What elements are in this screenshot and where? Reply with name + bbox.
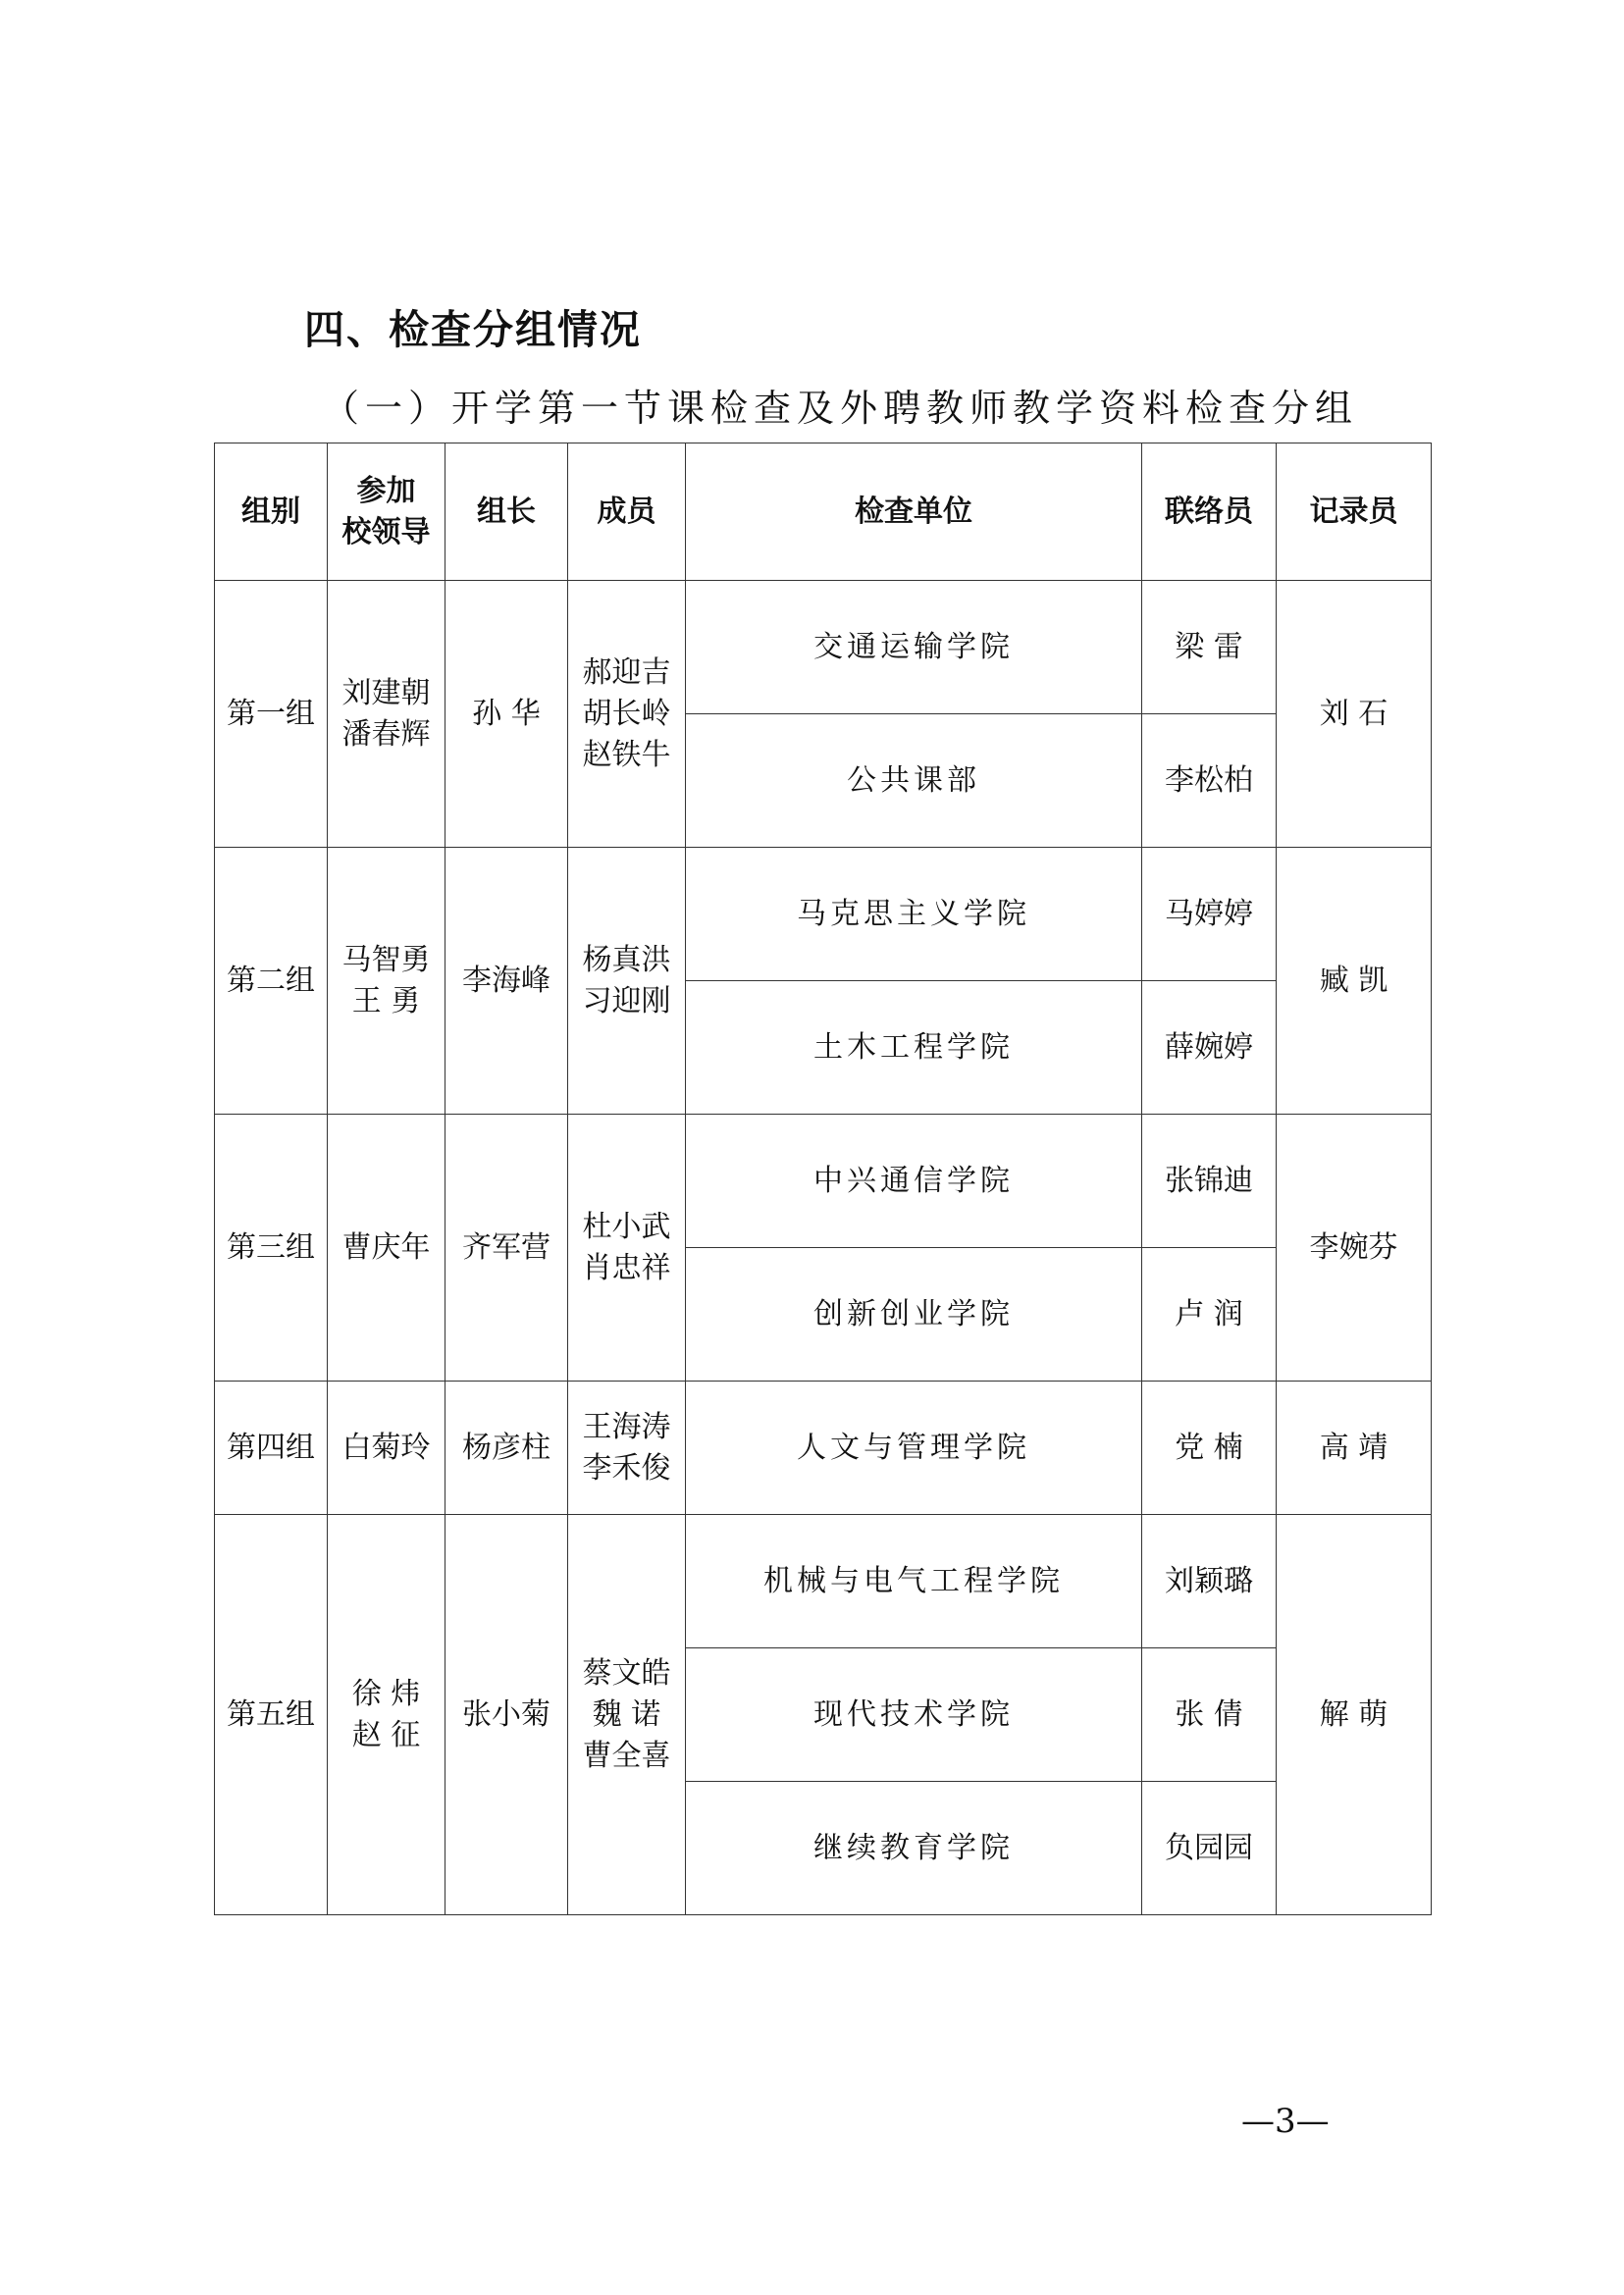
liaison-name: 张锦迪: [1142, 1115, 1277, 1248]
unit-name: 创新创业学院: [686, 1248, 1142, 1382]
subsection-title: （一）开学第一节课检查及外聘教师教学资料检查分组: [322, 387, 1359, 430]
leader-name: 曹庆年: [341, 1229, 431, 1265]
header-row: [215, 443, 1432, 581]
leader-name: 刘建朝: [341, 675, 431, 710]
header-head: 组长: [445, 443, 568, 581]
table-row: [215, 581, 1432, 714]
table-row: [215, 848, 1432, 981]
liaison-name: 梁 雷: [1142, 581, 1277, 714]
member-name: 杨真洪: [582, 942, 671, 977]
recorder-name: 刘 石: [1277, 581, 1432, 848]
member-name: 王海涛: [582, 1409, 671, 1444]
header-group: 组别: [215, 443, 328, 581]
header-leaders-line1: 参加: [356, 473, 416, 508]
group-leaders: [328, 1115, 445, 1382]
group-head: 张小菊: [445, 1515, 568, 1915]
unit-name: 交通运输学院: [686, 581, 1142, 714]
group-leaders: [328, 1382, 445, 1515]
group-head: 李海峰: [445, 848, 568, 1115]
leader-name: 赵 征: [351, 1717, 421, 1752]
group-leaders: [328, 581, 445, 848]
header-leaders-line2: 校领导: [341, 514, 431, 549]
group-name: 第一组: [215, 581, 328, 848]
liaison-name: 张 倩: [1142, 1648, 1277, 1782]
member-name: 魏 诺: [592, 1696, 661, 1732]
header-leaders: [328, 443, 445, 581]
member-name: 杜小武: [582, 1209, 671, 1244]
unit-name: 公共课部: [686, 714, 1142, 848]
group-head: 孙 华: [445, 581, 568, 848]
group-members: [568, 1115, 686, 1382]
group-members: [568, 1515, 686, 1915]
unit-name: 人文与管理学院: [686, 1382, 1142, 1515]
member-name: 曹全喜: [582, 1738, 671, 1773]
member-name: 蔡文皓: [582, 1655, 671, 1691]
group-leaders: [328, 1515, 445, 1915]
member-name: 胡长岭: [582, 696, 671, 731]
liaison-name: 李松柏: [1142, 714, 1277, 848]
group-members: [568, 848, 686, 1115]
unit-name: 机械与电气工程学院: [686, 1515, 1142, 1648]
table-row: [215, 1115, 1432, 1248]
unit-name: 马克思主义学院: [686, 848, 1142, 981]
header-units: 检查单位: [686, 443, 1142, 581]
group-head: 齐军营: [445, 1115, 568, 1382]
unit-name: 土木工程学院: [686, 981, 1142, 1115]
liaison-name: 负园园: [1142, 1782, 1277, 1915]
member-name: 李禾俊: [582, 1450, 671, 1486]
liaison-name: 马婷婷: [1142, 848, 1277, 981]
recorder-name: 高 靖: [1277, 1382, 1432, 1515]
header-members: 成员: [568, 443, 686, 581]
header-recorder: 记录员: [1277, 443, 1432, 581]
member-name: 郝迎吉: [582, 654, 671, 690]
recorder-name: 李婉芬: [1277, 1115, 1432, 1382]
recorder-name: 解 萌: [1277, 1515, 1432, 1915]
member-name: 赵铁牛: [582, 737, 671, 772]
liaison-name: 党 楠: [1142, 1382, 1277, 1515]
group-name: 第四组: [215, 1382, 328, 1515]
recorder-name: 臧 凯: [1277, 848, 1432, 1115]
member-name: 肖忠祥: [582, 1250, 671, 1285]
table-row: [215, 1515, 1432, 1648]
group-name: 第二组: [215, 848, 328, 1115]
liaison-name: 刘颖璐: [1142, 1515, 1277, 1648]
leader-name: 王 勇: [351, 983, 421, 1018]
table-row: [215, 1382, 1432, 1515]
group-head: 杨彦柱: [445, 1382, 568, 1515]
header-liaison: 联络员: [1142, 443, 1277, 581]
inspection-groups-table: [214, 443, 1432, 1915]
section-title: 四、检查分组情况: [304, 306, 642, 353]
group-leaders: [328, 848, 445, 1115]
liaison-name: 卢 润: [1142, 1248, 1277, 1382]
group-name: 第三组: [215, 1115, 328, 1382]
leader-name: 徐 炜: [351, 1676, 421, 1711]
unit-name: 继续教育学院: [686, 1782, 1142, 1915]
unit-name: 现代技术学院: [686, 1648, 1142, 1782]
leader-name: 马智勇: [341, 942, 431, 977]
member-name: 习迎刚: [582, 983, 671, 1018]
leader-name: 潘春辉: [341, 716, 431, 752]
liaison-name: 薛婉婷: [1142, 981, 1277, 1115]
unit-name: 中兴通信学院: [686, 1115, 1142, 1248]
leader-name: 白菊玲: [341, 1430, 431, 1465]
group-members: [568, 1382, 686, 1515]
group-name: 第五组: [215, 1515, 328, 1915]
page-number: —3—: [1241, 2102, 1330, 2141]
group-members: [568, 581, 686, 848]
